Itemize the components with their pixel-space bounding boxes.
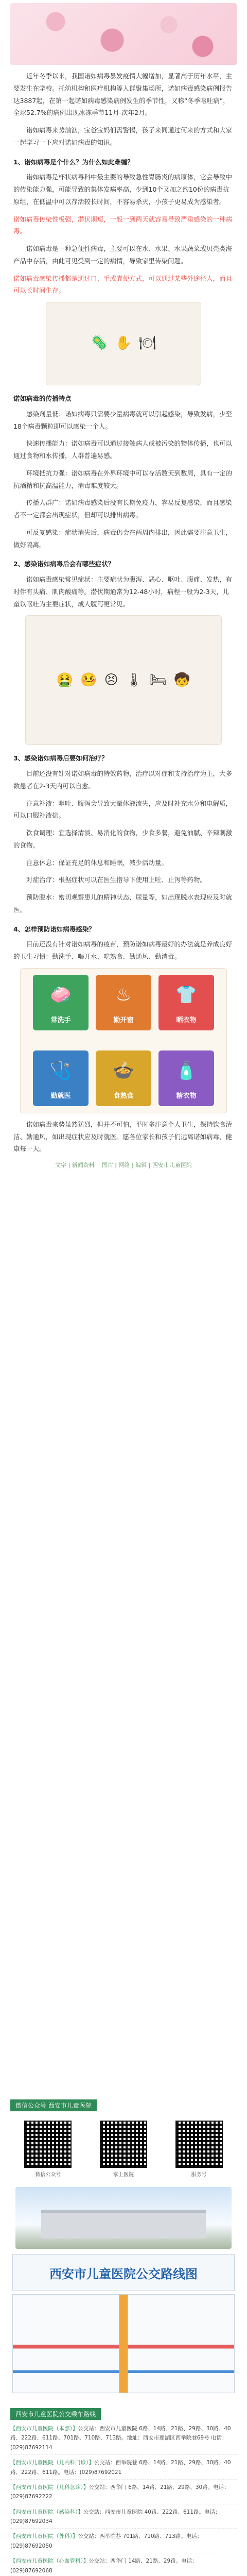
bus-entry-label: 【西安市儿童医院（感染科）】 [10, 2509, 83, 2515]
qr-codes [0, 2115, 247, 2183]
question-3-title: 3、感染诺如病毒后要如何治疗？ [13, 754, 108, 762]
bus-entry-label: 【西安市儿童医院（本部）】 [10, 2426, 78, 2432]
spread-list [13, 408, 234, 551]
bus-entry-text: 公交站：西安市儿童医院 40路、222路、611路。电话：(029)87692034 [10, 2509, 221, 2524]
bed-icon: 🛏 [149, 672, 167, 688]
tile-label: 勤开窗 [113, 1016, 134, 1025]
source-label: 文字 | 新闻资料 [55, 1162, 95, 1168]
tile-label: 糖衣物 [176, 1092, 197, 1100]
virus-icon: 🦠 [91, 335, 108, 351]
symptoms-illustration [25, 615, 222, 745]
bus-entry-text: 公交站：西华门 14路、21路、29路。电话：(029)87692068 [10, 2558, 198, 2574]
bus-entry [10, 2532, 237, 2553]
contact-section [0, 2099, 247, 2393]
spread-item: 可反复感染：症状消失后，病毒仍会在两周内排出，因此需要注意卫生，做好隔离。 [13, 528, 233, 549]
qr-label: 微信公众号 [35, 2172, 61, 2178]
stethoscope-icon: 🩺 [49, 1060, 72, 1081]
bus-entry [10, 2507, 237, 2529]
bus-entry-label: 【西安市儿童医院（儿内科门诊）】 [10, 2460, 94, 2466]
question-4-text: 目前还没有针对诺如病毒的疫苗，预防诺如病毒最好的办法就是养成良好的卫生习惯：勤洗手、喝开水、吃熟食、勤通风、勤消毒。 [13, 940, 233, 960]
bowl-icon: 🍲 [112, 1060, 135, 1081]
question-3-text: 目前还没有针对诺如病毒的特效药物，治疗以对症和支持治疗为主，大多数患者在2-3天内可以自愈。 [13, 770, 233, 790]
spread-item: 传播人群广：诺如病毒感染后没有长期免疫力，容易反复感染，而且感染者不一定都会出现症状，但却可以排出病毒。 [13, 499, 233, 519]
bus-entry [10, 2424, 237, 2455]
bus-entry-text: 公交站：西举院巷 701路、710路、713路。电话：(029)87692050 [10, 2533, 203, 2549]
bottle-icon: 🧴 [175, 1060, 198, 1081]
treatment-item: 注意休息：保证充足的休息和睡眠，减少活动量。 [26, 858, 168, 867]
question-4-title: 4、怎样预防诺如病毒感染？ [13, 925, 95, 933]
prevention-tile [96, 1050, 151, 1106]
tile-label: 勤就医 [50, 1092, 71, 1100]
route-map [12, 2294, 235, 2393]
closing-paragraph: 诺如病毒来势虽然猛烈，但并不可怕，平时多注意个人卫生，保持饮食清洁、勤通风，如出现症状应及时就医。愿各位家长和孩子们远离诺如病毒，健康每一天。 [13, 1120, 233, 1153]
bus-entry-label: 【西安市儿童医院（儿科急诊）】 [10, 2484, 89, 2490]
bus-entry-text: 公交站：西举院巷 6路、14路、21路、29路、30路、40路、222路、611路。电话：(029)87692021 [10, 2460, 231, 2476]
transmission-illustration [46, 302, 201, 385]
bus-list [0, 2424, 247, 2576]
bus-section-title: 西安市儿童医院公交乘车路线 [10, 2408, 101, 2420]
treatment-item: 注意补液：呕吐、腹泻会导致大量体液流失，应及时补充水分和电解质，可以口服补液盐。 [13, 799, 233, 820]
tile-label: 食熟食 [113, 1092, 134, 1100]
bus-entry-text: 公交站：西华门 6路、14路、21路、29路、30路。电话：(029)87692222 [10, 2484, 230, 2500]
editor-label: 图片 | 网络 | 编辑 | 西安市儿童医院 [101, 1162, 192, 1168]
hospital-building-image [15, 2187, 232, 2249]
spread-item: 快速传播能力：诺如病毒可以通过接触病人或被污染的物体传播，也可以通过食物和水传播，人群普遍易感。 [13, 439, 233, 460]
thermometer-icon: 🌡 [125, 672, 143, 688]
highlight-note-1: 诺如病毒传染性极强，潜伏期短，一般一到两天就容易导致严重感染的一种病毒。 [13, 215, 233, 235]
prevention-tile [33, 975, 89, 1030]
qr-image [100, 2121, 147, 2168]
treatment-item: 预防脱水：密切观察患儿的精神状态、尿量等，如出现脱水表现应及时就医。 [13, 893, 233, 913]
spread-item: 感染剂量低：诺如病毒只需要少量病毒就可以引起感染，导致发病，少至18个病毒颗粒即可以感染一个人。 [13, 410, 233, 430]
spread-title: 诺如病毒的传播特点 [13, 395, 72, 402]
article-body [0, 65, 247, 1171]
qr-code-wechat[interactable] [24, 2121, 72, 2178]
route-banner: 西安市儿童医院公交路线图 [12, 2254, 235, 2291]
bus-entry-label: 【西安市儿童医院（心血管科）】 [10, 2558, 89, 2565]
hero-image [10, 3, 237, 65]
bus-entry [10, 2556, 237, 2576]
question-1-text-2: 诺如病毒是一种急便性病毒，主要可以在水、水果、水果蔬菜或贝壳类海产品中存活，由此可见受到一定的病情，导致家里传染问题。 [13, 245, 233, 265]
intro-paragraph: 近年冬季以来，我国诺如病毒暴发疫情大幅增加，显著高于历年水平，主要发生在学校。托幼机构和医疗机构等人群聚集场所，诺如病毒感染病例报告达3887起，在第一起诺如病毒感染病例发生的季节性，又称“冬季呕吐病”，全球52.7%的病例出现冰冻季节11月-次年2月。 [13, 72, 233, 117]
stomach-icon: 😣 [104, 672, 118, 688]
bus-entry [10, 2483, 237, 2504]
steam-icon: ♨ [115, 984, 132, 1005]
qr-image [175, 2121, 223, 2168]
food-icon: 🍽 [138, 335, 156, 351]
shirt-icon: 👕 [175, 984, 198, 1005]
highlight-note-2: 诺如病毒感染传播都是通过口、手或粪便方式，可以通过某些外途径人，而且可以长时间生存。 [13, 274, 233, 295]
intro-paragraph-2: 诺如病毒来势汹汹，宝爸宝妈们需警惕，孩子来同通过何来的方式和大家一起学习一下应对诺如病毒的知识。 [13, 126, 233, 146]
child-icon: 🧒 [173, 672, 191, 688]
question-2-title: 2、感染诺如病毒后会有哪些症状？ [13, 560, 115, 568]
qr-image [24, 2121, 72, 2168]
qr-code-app[interactable] [100, 2121, 147, 2178]
article-credits [13, 1160, 234, 1171]
qr-code-service[interactable] [175, 2121, 223, 2178]
bus-section [0, 2401, 247, 2576]
tile-label: 晒衣物 [176, 1016, 197, 1025]
question-2-text: 诺如病毒感染常见症状：主要症状为腹泻、恶心、呕吐、腹痛、发热，有时伴有头痛、肌肉酸痛等。潜伏期通常为12-48小时，病程一般为2-3天，儿童以呕吐为主要症状，成人腹泻更常见。 [13, 575, 233, 608]
soap-icon: 🧼 [49, 984, 72, 1005]
bus-entry-label: 【西安市儿童医院（外科）】 [10, 2533, 78, 2540]
contact-section-title: 微信公众号 西安市儿童医院 [10, 2099, 97, 2111]
bus-entry-text: 公交站：西安市儿童医院 6路、14路、21路、29路、30路、40路、222路、611路、701路、710路、713路。地址：西安市莲湖区西举院巷69号 电话：(029)87692114 [10, 2426, 231, 2451]
prevention-tile [96, 975, 151, 1030]
bus-entry [10, 2458, 237, 2480]
prevention-illustration [20, 968, 227, 1113]
hand-icon: ✋ [115, 335, 132, 351]
treatment-item: 对症治疗：根据症状可以在医生指导下使用止吐、止泻等药物。 [26, 876, 207, 884]
prevention-tile [158, 1050, 214, 1106]
prevention-tile [33, 1050, 89, 1106]
question-1-title: 1、诺如病毒是个什么？为什么如此难缠？ [13, 158, 134, 166]
treatment-item: 饮食调理：宜选择清淡、易消化的食物，少食多餐，避免油腻、辛辣刺激的食物。 [13, 829, 233, 849]
tile-label: 常洗手 [50, 1016, 71, 1025]
vomit-icon: 🤮 [56, 672, 74, 688]
qr-label: 服务号 [191, 2172, 207, 2178]
fever-icon: 🤒 [80, 672, 97, 688]
spread-item: 环境抵抗力强：诺如病毒在外界环境中可以存活数天到数周，具有一定的抗酒精和抗高温能力，消毒难度较大。 [13, 469, 233, 489]
qr-label: 掌上医院 [113, 2172, 134, 2178]
question-1-text: 诺如病毒是杯状病毒科中最主要的导致急性胃肠炎的病原体，它会导致中的传染能力强，可能导致的集体发病率高，少到10个又加之约10份的病毒抗原组，在低温中可以存活较长时间，不容易杀灭，小孩子更易成为感染者。 [13, 173, 233, 206]
treatment-list [13, 798, 234, 916]
prevention-tile [158, 975, 214, 1030]
